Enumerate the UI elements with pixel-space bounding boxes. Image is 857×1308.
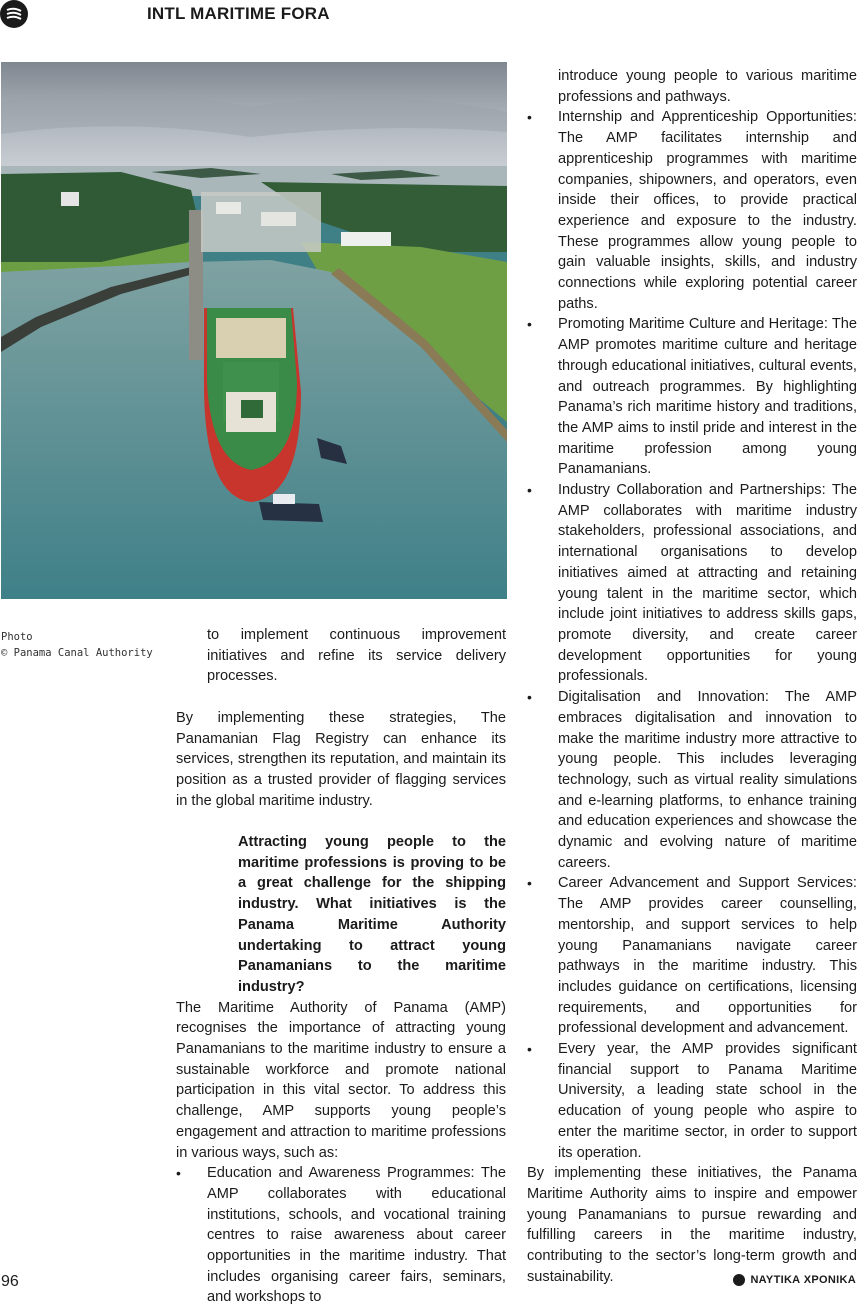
caption-credit: © Panama Canal Authority	[1, 647, 153, 659]
strategies-conclusion: By implementing these strategies, The Panamanian Flag Registry can enhance its services, strengthen its reputation, and maintain its position as a trusted provider of flagging services in the global maritime industry.	[176, 709, 506, 809]
list-item-text: Digitalisation and Innovation: The AMP embraces digitalisation and innovation to make the maritime industry more attractive to young people. This includes leveraging technology, such as virtual reality simulations and e-learning platforms, to enhance training and education experiences and showcase the dynamic and evolving nature of maritime careers.	[558, 689, 857, 871]
list-item-text: Education and Awareness Programmes: The AMP collaborates with educational institutions, schools, and vocational training centres to raise awareness about career opportunities in the maritime industry. That includes organising career fairs, seminars, and workshops to	[207, 1165, 506, 1306]
bullet-icon: •	[527, 1041, 532, 1058]
bullet-icon: •	[527, 316, 532, 333]
list-item-text: Internship and Apprenticeship Opportunities: The AMP facilitates internship and apprenticeship programmes with maritime companies, shipowners, and operators, even inside their offices, to provide practical experience and exposure to the industry. These programmes allow young people to gain valuable insights, skills, and industry connections while exploring potential career paths.	[558, 109, 857, 312]
right-column	[527, 66, 857, 1287]
continuation-paragraph: introduce young people to various maritime professions and pathways.	[558, 68, 857, 105]
caption-label: Photo	[1, 631, 33, 643]
wave-logo-icon	[0, 0, 28, 28]
bullet-icon: •	[527, 689, 532, 706]
bullet-icon: •	[176, 1165, 181, 1182]
publication-brand	[733, 1274, 856, 1286]
list-item	[527, 687, 857, 873]
list-item-text: Career Advancement and Support Services: The AMP provides career counselling, mentorship, and support services to help young Panamanians navigate career pathways in the maritime industry. This includes guidance on certifications, licensing requirements, and opportunities for professional development and advancement.	[558, 875, 857, 1037]
initiatives-conclusion: By implementing these initiatives, the Panama Maritime Authority aims to inspire and empower young Panamanians to pursue rewarding and fulfilling careers in the maritime industry, contributing to the sector’s long-term growth and sustainability.	[527, 1165, 857, 1285]
initiatives-list	[176, 1163, 506, 1308]
list-item	[527, 1039, 857, 1163]
list-item	[176, 1163, 506, 1308]
panama-canal-photo	[1, 62, 507, 599]
list-item	[527, 873, 857, 1039]
bullet-icon: •	[527, 109, 532, 126]
section-title: INTL MARITIME FORA	[147, 4, 330, 23]
brand-logo-icon	[733, 1274, 745, 1286]
page-number: 96	[1, 1273, 19, 1290]
list-item	[527, 480, 857, 687]
initiatives-list-continued	[527, 107, 857, 1163]
continuation-paragraph: to implement continuous improvement initiatives and refine its service delivery processes.	[207, 627, 506, 685]
bullet-icon: •	[527, 875, 532, 892]
list-item-text: Industry Collaboration and Partnerships: The AMP collaborates with maritime industry stakeholders, professional associations, and international organisations to develop initiatives aimed at attracting and retaining young talent in the maritime sector, which include joint initiatives to address skills gaps, promote diversity, and create career development opportunities for young professionals.	[558, 482, 857, 685]
bullet-icon: •	[527, 482, 532, 499]
list-item-text: Promoting Maritime Culture and Heritage: The AMP promotes maritime culture and heritage through educational initiatives, cultural events, and outreach programmes. By highlighting Panama’s rich maritime history and traditions, the AMP aims to instil pride and interest in the maritime profession among young Panamanians.	[558, 316, 857, 478]
list-item	[527, 314, 857, 480]
answer-intro: The Maritime Authority of Panama (AMP) recognises the importance of attracting young Panamanians to the maritime industry to ensure a sustainable workforce and promote national participation in this vital sector. To address this challenge, AMP supports young people’s engagement and attraction to maritime professions in various ways, such as:	[176, 999, 506, 1161]
list-item	[527, 107, 857, 314]
left-column	[176, 625, 506, 1308]
brand-name: ΝΑΥΤΙΚΑ ΧΡΟΝΙΚΑ	[750, 1274, 856, 1286]
photo-caption	[1, 629, 166, 661]
list-item-text: Every year, the AMP provides significant financial support to Panama Maritime University, a leading state school in the education of young people who aspire to enter the maritime sector, in order to support its operation.	[558, 1041, 857, 1161]
interview-question: Attracting young people to the maritime professions is proving to be a great challenge for the shipping industry. What initiatives is the Panama Maritime Authority undertaking to attract young Panamanians to the maritime industry?	[238, 834, 506, 995]
